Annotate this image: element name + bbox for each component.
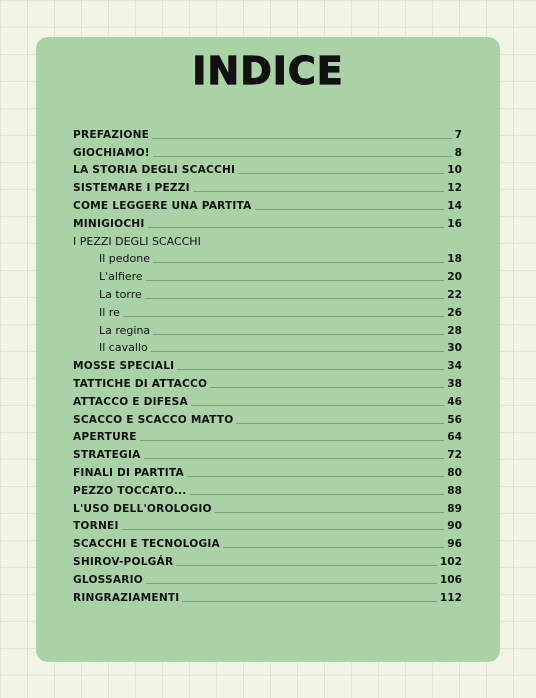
toc-entry-page-number: 7 <box>454 128 462 141</box>
leader-line <box>238 173 444 174</box>
toc-subentry <box>73 302 462 320</box>
toc-entry-label: L'alfiere <box>99 270 143 284</box>
toc-entry-page-number: 16 <box>447 217 462 230</box>
leader-line <box>151 351 445 352</box>
toc-entry-label: STRATEGIA <box>73 449 141 462</box>
toc-entry <box>73 551 462 569</box>
toc-entry <box>73 498 462 516</box>
toc-entry <box>73 177 462 195</box>
toc-entry-label: SHIROV-POLGÁR <box>73 555 174 568</box>
leader-line <box>146 280 445 281</box>
toc-entry-label: APERTURE <box>73 431 137 444</box>
toc-entry-label: RINGRAZIAMENTI <box>73 591 180 604</box>
toc-entry-label: SCACCO E SCACCO MATTO <box>73 413 234 426</box>
leader-line <box>177 369 444 370</box>
toc-entry-page-number: 46 <box>447 395 462 408</box>
toc-entry-label: LA STORIA DEGLI SCACCHI <box>73 164 236 177</box>
toc-entry <box>73 427 462 445</box>
leader-line <box>140 440 445 441</box>
leader-line <box>153 156 452 157</box>
leader-line <box>236 423 444 424</box>
toc-entry-label: I PEZZI DEGLI SCACCHI <box>73 234 201 248</box>
toc-subentry <box>73 320 462 338</box>
leader-line <box>182 601 436 602</box>
toc-entry <box>73 142 462 160</box>
toc-entry-label: MINIGIOCHI <box>73 217 145 230</box>
toc-entry-page-number: 38 <box>447 377 462 390</box>
toc-entry-label: SCACCHI E TECNOLOGIA <box>73 538 220 551</box>
toc-entry-label: GIOCHIAMO! <box>73 146 150 159</box>
leader-line <box>176 565 437 566</box>
leader-line <box>122 529 445 530</box>
toc-entry-label: L'USO DELL'OROLOGIO <box>73 502 212 515</box>
table-of-contents <box>73 124 462 605</box>
toc-entry-label: PREFAZIONE <box>73 128 150 141</box>
toc-entry <box>73 533 462 551</box>
toc-entry <box>73 462 462 480</box>
leader-line <box>191 405 444 406</box>
toc-entry-label: PEZZO TOCCATO... <box>73 484 187 497</box>
toc-entry-page-number: 56 <box>447 413 462 426</box>
toc-subentry <box>73 249 462 267</box>
toc-entry-page-number: 64 <box>447 431 462 444</box>
toc-entry-label: La regina <box>99 323 151 337</box>
leader-line <box>153 334 444 335</box>
toc-entry-label: SISTEMARE I PEZZI <box>73 182 190 195</box>
toc-entry <box>73 569 462 587</box>
toc-entry-page-number: 89 <box>447 502 462 515</box>
leader-line <box>190 494 445 495</box>
leader-line <box>255 209 445 210</box>
toc-entry <box>73 516 462 534</box>
toc-entry-page-number: 8 <box>454 146 462 159</box>
toc-entry-page-number: 10 <box>447 164 462 177</box>
toc-entry <box>73 124 462 142</box>
toc-entry-page-number: 72 <box>447 449 462 462</box>
toc-entry-label: TATTICHE DI ATTACCO <box>73 377 208 390</box>
toc-entry-page-number: 20 <box>447 271 462 284</box>
leader-line <box>215 512 445 513</box>
toc-entry-label: Il cavallo <box>99 341 148 355</box>
leader-line <box>123 316 444 317</box>
toc-subentry <box>73 284 462 302</box>
toc-entry <box>73 160 462 178</box>
toc-entry-label: Il re <box>99 305 120 319</box>
toc-entry-label: TORNEI <box>73 520 119 533</box>
toc-entry <box>73 444 462 462</box>
toc-entry-page-number: 112 <box>439 591 462 604</box>
toc-entry-page-number: 12 <box>447 182 462 195</box>
page-title: INDICE <box>192 49 344 93</box>
toc-entry-page-number: 22 <box>447 288 462 301</box>
toc-entry-page-number: 106 <box>439 573 462 586</box>
toc-entry-page-number: 30 <box>447 342 462 355</box>
toc-entry-page-number: 90 <box>447 520 462 533</box>
toc-entry <box>73 480 462 498</box>
leader-line <box>152 138 452 139</box>
toc-entry-label: COME LEGGERE UNA PARTITA <box>73 199 252 212</box>
toc-section-header <box>73 231 462 249</box>
toc-entry <box>73 587 462 605</box>
toc-entry <box>73 355 462 373</box>
toc-entry-page-number: 28 <box>447 324 462 337</box>
toc-entry <box>73 195 462 213</box>
toc-entry-page-number: 18 <box>447 253 462 266</box>
toc-entry-page-number: 14 <box>447 199 462 212</box>
leader-line <box>223 547 444 548</box>
toc-entry-label: Il pedone <box>99 252 150 266</box>
toc-entry <box>73 373 462 391</box>
toc-entry-page-number: 96 <box>447 538 462 551</box>
toc-entry-page-number: 34 <box>447 360 462 373</box>
toc-entry-label: MOSSE SPECIALI <box>73 360 175 373</box>
leader-line <box>145 298 444 299</box>
toc-entry-page-number: 88 <box>447 484 462 497</box>
toc-subentry <box>73 266 462 284</box>
leader-line <box>210 387 444 388</box>
leader-line <box>153 262 444 263</box>
toc-entry <box>73 391 462 409</box>
toc-entry-label: La torre <box>99 287 142 301</box>
toc-entry-label: FINALI DI PARTITA <box>73 466 184 479</box>
toc-entry-label: ATTACCO E DIFESA <box>73 395 188 408</box>
leader-line <box>193 191 444 192</box>
toc-entry-label: GLOSSARIO <box>73 573 143 586</box>
leader-line <box>144 458 445 459</box>
toc-entry-page-number: 26 <box>447 306 462 319</box>
toc-entry <box>73 213 462 231</box>
leader-line <box>187 476 444 477</box>
leader-line <box>146 583 437 584</box>
toc-entry-page-number: 80 <box>447 466 462 479</box>
leader-line <box>148 227 445 228</box>
toc-entry <box>73 409 462 427</box>
toc-entry-page-number: 102 <box>439 555 462 568</box>
toc-subentry <box>73 338 462 356</box>
